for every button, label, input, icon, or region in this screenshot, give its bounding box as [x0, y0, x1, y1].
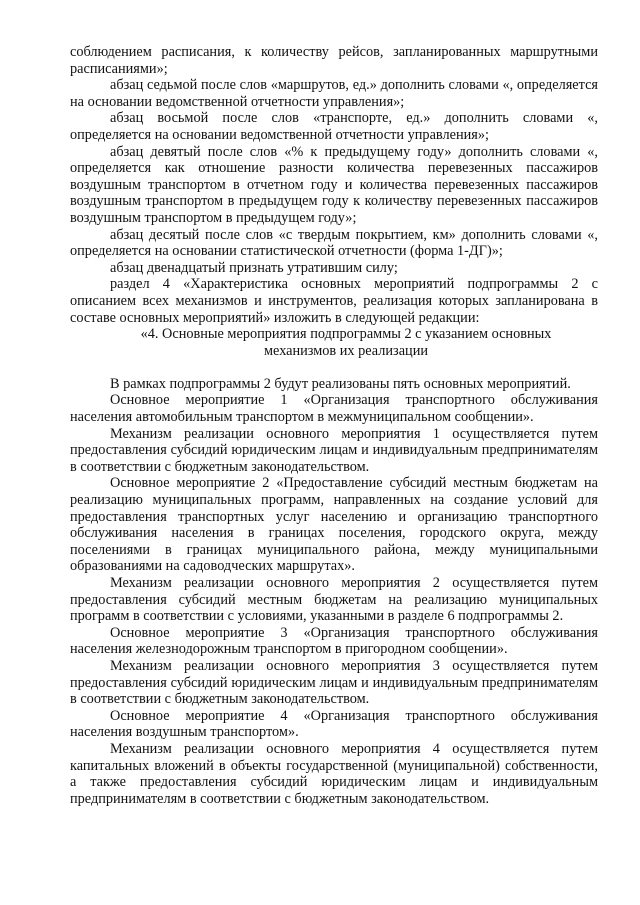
paragraph: абзац двенадцатый признать утратившим силу;: [110, 259, 398, 276]
paragraph: абзац седьмой после слов «маршрутов, ед.» дополнить словами «, определяется на основании ведомственной отчетности управления»;: [70, 77, 598, 110]
spacer: [70, 359, 598, 376]
paragraph: Механизм реализации основного мероприятия 1 осуществляется путем предоставления субсидий юридическим лицам и индивидуальным предпринимателям в соответствии с бюджетным законодательством.: [70, 425, 598, 475]
paragraph: В рамках подпрограммы 2 будут реализованы пять основных мероприятий.: [110, 375, 571, 392]
paragraph: Механизм реализации основного мероприятия 4 осуществляется путем капитальных вложений в объекты государственной (муниципальной) собственности, а также предоставления субсидий юридическим лицам и индивидуальным предпринимателям в соответствии с бюджетным законодательством.: [70, 740, 598, 807]
paragraph: Основное мероприятие 4 «Организация транспортного обслуживания населения воздушным транспортом».: [70, 707, 598, 741]
paragraph: соблюдением расписания, к количеству рейсов, запланированных маршрутными расписаниями»;: [70, 44, 598, 77]
paragraph: Основное мероприятие 3 «Организация транспортного обслуживания населения железнодорожным транспортом в пригородном сообщении».: [70, 624, 598, 658]
paragraph: абзац десятый после слов «с твердым покрытием, км» дополнить словами «, определяется на основании статистической отчетности (форма 1-ДГ)»;: [70, 226, 598, 260]
paragraph: раздел 4 «Характеристика основных мероприятий подпрограммы 2 с описанием всех механизмов и инструментов, реализация которых запланирована в составе основных мероприятий» изложить в следующей редакции:: [70, 276, 598, 326]
paragraph: Механизм реализации основного мероприятия 2 осуществляется путем предоставления субсидий местным бюджетам на реализацию муниципальных программ в соответствии с условиями, указанными в разделе 6 подпрограммы 2.: [70, 575, 598, 625]
paragraph: Основное мероприятие 1 «Организация транспортного обслуживания населения автомобильным транспортом в межмуниципальном сообщении».: [70, 392, 598, 426]
paragraph: Механизм реализации основного мероприятия 3 осуществляется путем предоставления субсидий юридическим лицам и индивидуальным предпринимателям в соответствии с бюджетным законодательством.: [70, 657, 598, 708]
paragraph: Основное мероприятие 2 «Предоставление субсидий местным бюджетам на реализацию муниципальных программ, направленных на создание условий для предоставления транспортных услуг населению и организацию транспортного обслуживания населения в границах поселения, городского округа, между поселениями в границах муниципального района, между муниципальными образованиями на садоводческих маршрутах».: [70, 475, 598, 575]
paragraph: абзац восьмой после слов «транспорте, ед.» дополнить словами «, определяется на основании ведомственной отчетности управления»;: [70, 110, 598, 143]
paragraph: абзац девятый после слов «% к предыдущему году» дополнить словами «, определяется как отношение разности количества перевезенных пассажиров воздушным транспортом в отчетном году и количества перевезенных пассажиров воздушным транспортом в предыдущем году к количеству перевезенных пассажиров воздушным транспортом в предыдущем году»;: [70, 143, 598, 226]
section-heading: «4. Основные мероприятия подпрограммы 2 с указанием основных механизмов их реализации: [140, 326, 552, 359]
